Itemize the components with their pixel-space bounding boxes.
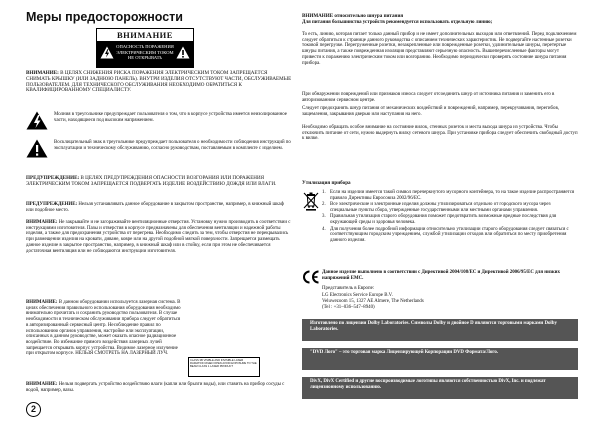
eu-representative-phone: (Tel : +31–036–547–8940) (322, 305, 375, 310)
warning-paragraph-enclosure: ПРЕДУПРЕЖДЕНИЕ: Нельзя устанавливать данное оборудование в закрытом пространстве, например, в книжный шкаф или подобное место. (26, 202, 284, 213)
ce-compliance-text: Данное изделие выполнено в соответствии с Директивой 2004/108/EC и Директивой 2006/95/EC для низких напряжений EMC. (322, 270, 560, 281)
list-item: 1. Если на изделии имеется такой символ перечеркнутого мусорного контейнера, то на такое изделие распространяется правило Директивы Евросоюза 2002/96/EC. (322, 190, 575, 201)
exclamation-triangle-icon (26, 139, 48, 158)
crossed-bin-icon (303, 191, 319, 211)
list-item: 2. Все электрические и электронные изделия должны утилизироваться отдельно от городского мусора через специальные пункты сбора, утвержденные государственными или местными органами управления. (322, 202, 551, 213)
caution-paragraph-water: ВНИМАНИЕ: Нельзя подвергать устройство воздействию влаги (капли или брызги воды), или ставить на прибор сосуды с водой, например, вазы. (26, 382, 285, 393)
page-title: Меры предосторожности (26, 10, 183, 24)
lightning-triangle-icon (26, 111, 48, 130)
ce-mark-icon (302, 270, 320, 284)
laser-warning-label: CLASS 3B VISIBLE AND INVISIBLE LASER RADIATION WHEN OPEN AVOID EXPOSURE TO THE BEAM CLASS 1 LASER PRODUCT (188, 357, 260, 377)
caution-paragraph-1: ВНИМАНИЕ: В ЦЕЛЯХ СНИЖЕНИЯ РИСКА ПОРАЖЕНИЯ ЭЛЕКТРИЧЕСКИМ ТОКОМ ЗАПРЕЩАЕТСЯ СНИМАТЬ КРЫШКУ (ИЛИ ЗАДНЮЮ ПАНЕЛЬ). ВНУТРИ ИЗДЕЛИЯ ОТСУТСТВУЮТ ЧАСТИ, ОБСЛУЖИВАЕМЫЕ ПОЛЬЗОВАТЕЛЕМ. ДЛЯ ТЕХНИЧЕСКОГО ОБСЛУЖИВАНИЯ НЕОБХОДИМО ОБРАТИТЬСЯ К КВАЛИФИЦИРОВАННОМУ СПЕЦИАЛИСТУ. (26, 70, 292, 94)
page-number: 2 (26, 402, 41, 417)
power-cord-paragraph-2: При обнаружении повреждений или признаков износа следует отсоединить шнур от источника питания и заменить его в авторизованном сервисном центре. (302, 92, 555, 103)
warning-box-heading: ВНИМАНИЕ (97, 29, 193, 42)
warning-box-body (97, 42, 193, 68)
power-cord-heading: ВНИМАНИЕ относительно шнура питания (302, 13, 404, 19)
exclamation-note: Восклицательный знак в треугольнике предупреждает пользователя о необходимости соблюдения инструкций по эксплуатации и техническому обслуживанию, согласно руководствам, поставляемым в комплекте с изделием. (54, 140, 291, 151)
caution-paragraph-ventilation: ВНИМАНИЕ: Не закрывайте и не загораживайте вентиляционные отверстия. Установку нужно производить в соответствии с инструкциями изготовителя. Пазы и отверстия в корпусе предназначены для обеспечения вентиляции и надежной работы изделия, а также для предохранения устройства от перегрева. Необходимо следить за тем, чтобы отверстия не перекрывались при размещении изделия на кровати, диване, ковре или на другой подобной мягкой поверхности. Запрещается размещать данное изделие в закрытое пространство, например, в книжный шкаф или в стойку, если при этом не обеспечивается достаточная вентиляция или не соблюдаются инструкции изготовителя. (26, 220, 291, 254)
caution-paragraph-laser: ВНИМАНИЕ: В данном оборудовании используется лазерная система. В целях обеспечения правильного использования оборудования необходимо внимательно прочитать и сохранить руководство пользователя. В случае необходимости в техническом обслуживании прибора следует обратиться в авторизированный сервисный центр. Несоблюдение правил по использованию органов управления, настройке или эксплуатации, описанных в данном руководстве, может оказать опасное радиационное воздействие. Во избежание прямого воздействия лазерных лучей запрещается открывать корпус устройства. Видимое лазерное излучение при открытом корпусе. НЕЛЬЗЯ СМОТРЕТЬ НА ЛАЗЕРНЫЙ ЛУЧ. (26, 300, 181, 357)
warning-box-text: ОПАСНОСТЬ ПОРАЖЕНИЯ ЭЛЕКТРИЧЕСКИМ ТОКОМ НЕ ОТКРЫВАТЬ (116, 44, 174, 60)
exclamation-triangle-icon (176, 46, 190, 59)
dvd-logo-notice-banner: "DVD Лого" – это торговая марка Лицензирующей Корпорации DVD Формата/Лого. (302, 348, 578, 370)
power-cord-subheading: Для питания большинства устройств рекомендуется использовать отдельную линию; (302, 20, 493, 25)
power-cord-paragraph-1: То есть, линию, которая питает только данный прибор и не имеет дополнительных выходов или ответвлений. Перед подключением следует обратиться к странице данного руководства с описанием технических характеристик. Не подвергайте настенные розетки токовой перегрузке. Перегруженные розетки, незакрепленные или поврежденные розетки, удлинительные шнуры, перетертые шнуры питания, а также поврежденная изоляция представляют серьезную опасность. Вышеперечисленные факторы могут привести к поражению электрическим током или возгоранию. Необходимо периодически проверять состояние шнура питания прибора. (302, 32, 577, 66)
list-item: 3. Правильная утилизация старого оборудования поможет предотвратить возможные вредные последствия для окружающей среды и здоровья человека. (322, 214, 557, 225)
warning-box (96, 28, 194, 68)
lightning-triangle-icon (100, 46, 114, 59)
disposal-list (322, 190, 578, 244)
disposal-heading: Утилизация прибора (302, 180, 351, 186)
divx-notice-banner: DivX, DivX Certified и другие воспроизводимые логотипы являются собственностью DivX, Inc. и подлежат лицензионному использованию. (302, 377, 578, 399)
warning-paragraph-rain: ПРЕДУПРЕЖДЕНИЕ: В ЦЕЛЯХ ПРЕДУПРЕЖДЕНИЯ ОПАСНОСТИ ВОЗГОРАНИЯ ИЛИ ПОРАЖЕНИЯ ЭЛЕКТРИЧЕСКИМ ТОКОМ ЗАПРЕЩАЕТСЯ ПОДВЕРГАТЬ ИЗДЕЛИЕ ВОЗДЕЙСТВИЮ ДОЖДЯ ИЛИ ВЛАГИ. (26, 175, 277, 187)
eu-representative-company: LG Electronics Service Europe B.V. (322, 293, 393, 298)
lightning-note: Молния в треугольнике предупреждает пользователя о том, что в корпусе устройства имеется неизолированное части, находящиеся под высоким напряжением. (54, 112, 287, 123)
list-item: 4. Для получения более подробной информации относительно утилизации старого оборудования следует связаться с соответствующим городским учреждением, службой утилизации отходов или обратиться по месту приобретения данного изделия. (322, 226, 569, 243)
eu-representative-title: Представитель в Европе: (322, 286, 375, 291)
eu-representative-address: Veluwezoom 15, 1327 AE Almere, The Netherlands (322, 299, 424, 304)
power-cord-paragraph-4: Необходимо обращать особое внимание на состояние вилок, стенных розеток и места выхода шнура из устройства. Чтобы отключить питание от сети, нужно выдернуть вилку сетевого шнура. При установке прибора следует обеспечить свободный доступ к вилке. (302, 125, 578, 142)
power-cord-paragraph-3: Следует предохранять шнур питания от механических воздействий и повреждений, например, перекручивания, перегибов, защемления, закрывания дверью или наступания на него. (302, 106, 559, 117)
dolby-notice-banner: Изготовлено по лицензии Dolby Laboratories. Символы Dolby и двойное D являются торговыми марками Dolby Laboratories. (302, 319, 578, 341)
